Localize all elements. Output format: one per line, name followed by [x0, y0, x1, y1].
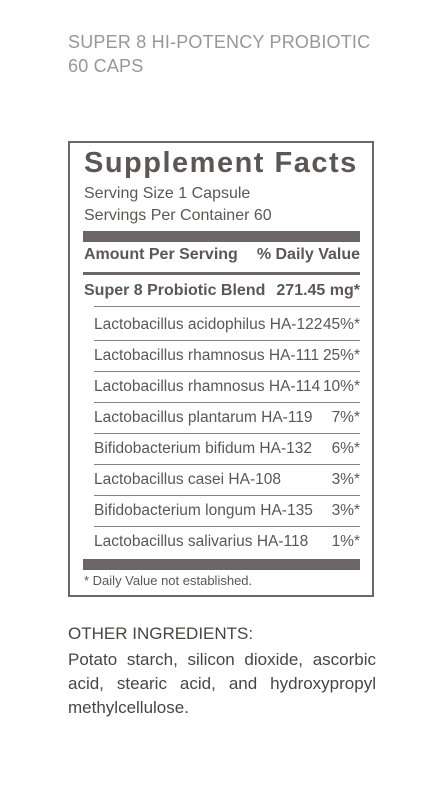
ingredient-row	[94, 434, 360, 464]
ingredient-dv: 7%*	[331, 409, 360, 426]
product-title	[68, 30, 370, 78]
amount-per-serving-label: Amount Per Serving	[84, 246, 238, 263]
daily-value-label: % Daily Value	[256, 246, 360, 263]
ingredient-row	[94, 527, 360, 557]
ingredient-row	[94, 403, 360, 433]
ingredient-name: Lactobacillus rhamnosus HA-111	[94, 347, 320, 364]
column-header-row	[84, 246, 360, 264]
blend-row	[84, 282, 360, 300]
other-ingredients-text: Potato starch, silicon dioxide, ascorbic acid, stearic acid, and hydroxypropyl methylcellulose.	[68, 650, 376, 717]
ingredient-row	[94, 372, 360, 402]
thick-divider-bottom	[83, 559, 360, 570]
blend-amount: 271.45 mg*	[276, 282, 360, 299]
header-divider	[83, 272, 360, 275]
ingredient-dv: 45%*	[322, 316, 360, 333]
ingredient-dv: 3%*	[331, 502, 360, 519]
ingredient-dv: 10%*	[322, 378, 360, 395]
other-ingredients-title: OTHER INGREDIENTS:	[68, 624, 254, 643]
ingredient-dv: 1%*	[331, 533, 360, 550]
ingredient-name: Lactobacillus acidophilus HA-122	[94, 316, 323, 333]
ingredient-row	[94, 341, 360, 371]
ingredient-row	[94, 496, 360, 526]
ingredient-dv: 25%*	[322, 347, 360, 364]
ingredient-name: Lactobacillus salivarius HA-118	[94, 533, 309, 550]
serving-size: Serving Size 1 Capsule	[84, 185, 251, 202]
blend-name: Super 8 Probiotic Blend	[84, 282, 266, 299]
facts-heading: Supplement Facts	[84, 147, 358, 179]
footnote: * Daily Value not established.	[84, 573, 253, 588]
ingredient-name: Lactobacillus plantarum HA-119	[94, 409, 313, 426]
ingredient-name: Lactobacillus rhamnosus HA-114	[94, 378, 321, 395]
supplement-facts-panel	[68, 141, 374, 597]
ingredient-dv: 3%*	[331, 471, 360, 488]
ingredient-name: Lactobacillus casei HA-108	[94, 471, 281, 488]
product-name: SUPER 8 HI-POTENCY PROBIOTIC	[68, 32, 371, 52]
servings-per-container: Servings Per Container 60	[84, 207, 272, 224]
ingredient-name: Bifidobacterium longum HA-135	[94, 502, 313, 519]
ingredient-row	[94, 465, 360, 495]
ingredient-name: Bifidobacterium bifidum HA-132	[94, 440, 312, 457]
ingredient-row	[94, 310, 360, 340]
product-count: 60 CAPS	[68, 56, 144, 76]
ingredient-dv: 6%*	[331, 440, 360, 457]
thick-divider-top	[83, 231, 360, 242]
row-divider	[94, 306, 360, 307]
